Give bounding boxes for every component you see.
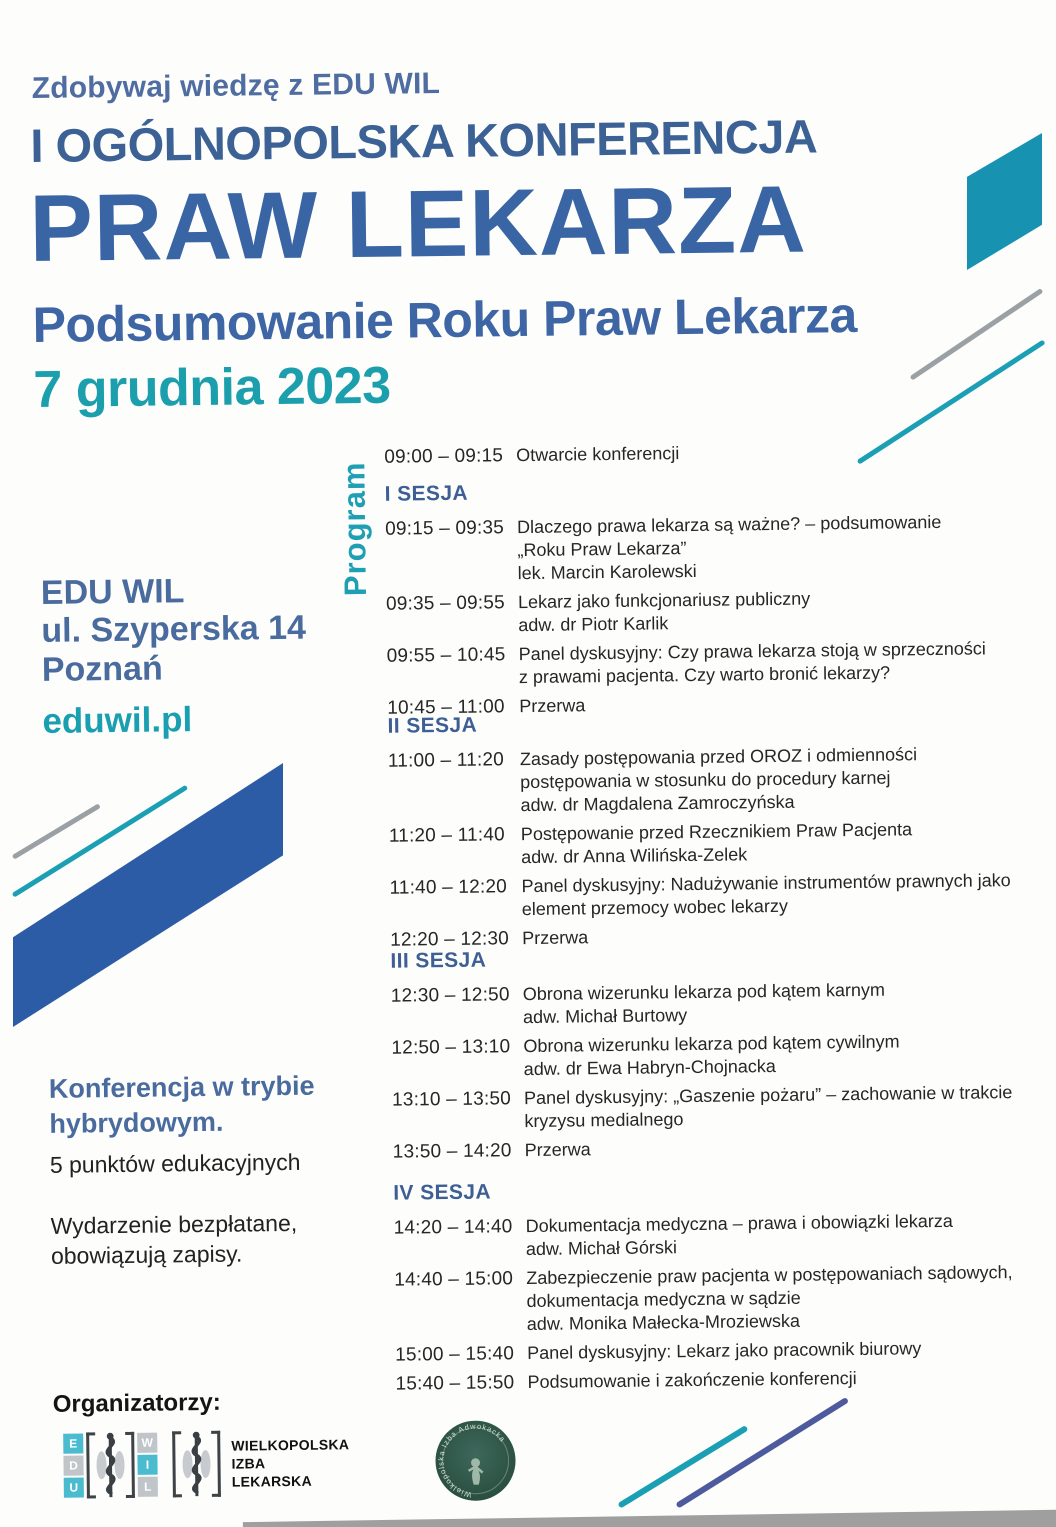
program-line: Lekarz jako funkcjonariusz publiczny bbox=[517, 588, 811, 613]
session-header: III SESJA bbox=[390, 948, 487, 973]
right-bracket-icon bbox=[211, 1431, 221, 1497]
eyebrow-text: Zdobywaj wiedzę z EDU WIL bbox=[31, 67, 441, 106]
program-line: Przerwa bbox=[522, 927, 589, 949]
program-row bbox=[384, 437, 1056, 468]
free-event-note bbox=[50, 1209, 297, 1272]
program-row bbox=[391, 1028, 1056, 1082]
wil-name-line2: IZBA bbox=[231, 1455, 266, 1472]
program-row bbox=[389, 816, 1056, 870]
program-line: Dokumentacja medyczna – prawa i obowiązki lekarza bbox=[525, 1210, 953, 1237]
program-desc bbox=[517, 509, 1056, 585]
serpent-staff-icon bbox=[95, 1430, 126, 1500]
venue-name: EDU WIL bbox=[40, 572, 185, 612]
program-time: 09:55 – 10:45 bbox=[386, 644, 506, 667]
edu-letter: D bbox=[63, 1455, 83, 1475]
program-time: 09:35 – 09:55 bbox=[385, 592, 505, 615]
program-speaker: adw. Monika Małecka-Mroziewska bbox=[526, 1310, 801, 1335]
organizer-logos bbox=[63, 1420, 516, 1506]
program-line: Panel dyskusyjny: Lekarz jako pracownik biurowy bbox=[527, 1338, 922, 1364]
program-desc bbox=[523, 1028, 1056, 1081]
program-line: element przemocy wobec lekarzy bbox=[521, 895, 788, 920]
program-row bbox=[394, 1260, 1056, 1337]
program-row bbox=[395, 1335, 1056, 1366]
subtitle: Podsumowanie Roku Praw Lekarza bbox=[32, 286, 858, 354]
program-line: Obrona wizerunku lekarza pod kątem cywilnym bbox=[523, 1031, 900, 1057]
program-row bbox=[393, 1132, 1056, 1163]
program-speaker: adw. Michał Burtowy bbox=[522, 1005, 688, 1028]
free-event-line2: obowiązują zapisy. bbox=[50, 1240, 243, 1269]
venue-address: ul. Szyperska 14 bbox=[41, 609, 307, 651]
program-line: postępowania w stosunku do procedury karnej bbox=[520, 767, 891, 793]
organizers-label: Organizatorzy: bbox=[52, 1388, 221, 1418]
edu-letter: U bbox=[64, 1477, 84, 1497]
program-time: 11:40 – 12:20 bbox=[389, 876, 508, 899]
program-time: 12:50 – 13:10 bbox=[391, 1036, 511, 1059]
program-time: 15:00 – 15:40 bbox=[395, 1343, 515, 1366]
title-line-1: I OGÓLNOPOLSKA KONFERENCJA bbox=[30, 109, 818, 173]
program-section-1 bbox=[385, 474, 1056, 725]
program-line: Przerwa bbox=[519, 695, 586, 717]
program-line: dokumentacja medyczna w sądzie bbox=[526, 1287, 801, 1312]
program-desc bbox=[523, 976, 1056, 1029]
program-line: Zabezpieczenie praw pacjenta w postępowaniach sądowych, bbox=[526, 1262, 1013, 1289]
program-row bbox=[391, 976, 1056, 1030]
program-desc bbox=[521, 868, 1056, 921]
program-time: 11:20 – 11:40 bbox=[388, 824, 505, 847]
program-desc bbox=[527, 1335, 1056, 1365]
program-desc bbox=[519, 636, 1056, 689]
wil-letters bbox=[137, 1433, 158, 1497]
program-time: 12:30 – 12:50 bbox=[390, 984, 510, 1007]
program-line: z prawami pacjenta. Czy warto bronić lekarzy? bbox=[518, 662, 891, 688]
wielkopolska-izba-lekarska-logo bbox=[169, 1427, 350, 1499]
program-speaker: adw. dr Piotr Karlik bbox=[518, 613, 669, 636]
program-row bbox=[392, 1080, 1056, 1134]
program-line: Przerwa bbox=[524, 1139, 591, 1161]
program-line: Zasady postępowania przed OROZ i odmienności bbox=[519, 744, 918, 770]
program-time: 13:10 – 13:50 bbox=[391, 1088, 512, 1111]
wielkopolska-izba-adwokacka-seal bbox=[435, 1420, 516, 1501]
edu-wil-logo bbox=[63, 1430, 158, 1501]
program-line: Dlaczego prawa lekarza są ważne? – podsumowanie bbox=[516, 511, 942, 538]
program-row bbox=[386, 584, 1056, 638]
program-row bbox=[394, 1208, 1056, 1262]
venue-city: Poznań bbox=[41, 649, 163, 689]
hybrid-note bbox=[49, 1069, 315, 1142]
program-section-3 bbox=[390, 941, 1056, 1169]
program-speaker: adw. dr Ewa Habryn-Chojnacka bbox=[523, 1055, 776, 1080]
program-desc bbox=[521, 816, 1056, 869]
right-bracket-icon bbox=[125, 1432, 135, 1498]
wil-name bbox=[231, 1435, 350, 1491]
serpent-staff-icon bbox=[181, 1429, 212, 1499]
program-time: 14:20 – 14:40 bbox=[393, 1216, 513, 1239]
program-line: kryzysu medialnego bbox=[524, 1109, 684, 1132]
program-time: 09:00 – 09:15 bbox=[384, 445, 504, 468]
event-date: 7 grudnia 2023 bbox=[33, 356, 391, 420]
program-line: Panel dyskusyjny: „Gaszenie pożaru” – zachowanie w trakcie bbox=[523, 1082, 1013, 1109]
program-desc bbox=[520, 741, 1056, 817]
program-time: 10:45 – 11:00 bbox=[387, 696, 505, 719]
seal-graphic bbox=[435, 1420, 516, 1501]
program-row bbox=[389, 868, 1056, 922]
program-time: 09:15 – 09:35 bbox=[384, 517, 505, 540]
program-time: 12:20 – 12:30 bbox=[390, 928, 510, 951]
program-time: 13:50 – 14:20 bbox=[392, 1140, 512, 1163]
hybrid-note-line1: Konferencja w trybie bbox=[48, 1070, 315, 1104]
title-line-2: PRAW LEKARZA bbox=[28, 166, 808, 283]
program-speaker: adw. Michał Górski bbox=[525, 1237, 678, 1260]
program-row bbox=[388, 741, 1056, 818]
program-desc bbox=[527, 1364, 1056, 1394]
program-line: Otwarcie konferencji bbox=[516, 443, 680, 466]
wil-letter: W bbox=[137, 1433, 157, 1453]
program-line: Podsumowanie i zakończenie konferencji bbox=[527, 1368, 857, 1393]
program-desc bbox=[516, 437, 1056, 467]
program-vertical-label: Program bbox=[336, 461, 373, 597]
wil-letter: L bbox=[138, 1477, 158, 1497]
program-line: Obrona wizerunku lekarza pod kątem karnym bbox=[522, 979, 886, 1005]
program-desc bbox=[526, 1260, 1056, 1336]
program-line: Panel dyskusyjny: Nadużywanie instrumentów prawnych jako bbox=[521, 870, 1011, 897]
program-row bbox=[395, 1364, 1056, 1395]
asclepius-staff-icon bbox=[172, 1429, 221, 1500]
program-speaker: adw. dr Magdalena Zamroczyńska bbox=[520, 791, 795, 816]
edu-letter: E bbox=[63, 1433, 83, 1453]
program-line: Postępowanie przed Rzecznikiem Praw Pacjenta bbox=[520, 819, 913, 845]
program-section-opening bbox=[384, 437, 1056, 474]
program-section-2 bbox=[387, 706, 1056, 957]
free-event-line1: Wydarzenie bezpłatane, bbox=[50, 1209, 298, 1239]
website-url: eduwil.pl bbox=[42, 700, 193, 741]
program-speaker: adw. dr Anna Wilińska-Zelek bbox=[521, 844, 748, 868]
session-header: I SESJA bbox=[384, 481, 469, 506]
svg-text:Wielkopolska Izba Adwokacka: Wielkopolska Izba Adwokacka bbox=[436, 1421, 508, 1500]
program-row bbox=[387, 636, 1056, 690]
program-time: 14:40 – 15:00 bbox=[394, 1268, 514, 1291]
session-header: IV SESJA bbox=[393, 1180, 492, 1205]
wil-name-line1: WIELKOPOLSKA bbox=[231, 1435, 350, 1454]
program-time: 15:40 – 15:50 bbox=[395, 1372, 515, 1395]
program-desc bbox=[525, 1132, 1056, 1162]
program-speaker: lek. Marcin Karolewski bbox=[517, 560, 697, 584]
edu-letters bbox=[63, 1433, 84, 1497]
asclepius-staff-icon bbox=[86, 1430, 135, 1501]
program-row bbox=[385, 509, 1056, 586]
program-time: 11:00 – 11:20 bbox=[387, 749, 505, 772]
program-line: Panel dyskusyjny: Czy prawa lekarza stoją w sprzeczności bbox=[518, 638, 986, 665]
education-points-note: 5 punktów edukacyjnych bbox=[49, 1148, 301, 1178]
wil-name-line3: LEKARSKA bbox=[231, 1472, 313, 1490]
program-desc bbox=[526, 1208, 1056, 1261]
hybrid-note-line2: hybrydowym. bbox=[49, 1106, 224, 1139]
program-line: „Roku Praw Lekarza” bbox=[517, 538, 687, 561]
program-desc bbox=[518, 584, 1056, 637]
program-section-4 bbox=[393, 1173, 1056, 1401]
wil-letter: I bbox=[137, 1455, 157, 1475]
program-desc bbox=[524, 1080, 1056, 1133]
venue-block bbox=[41, 571, 307, 689]
session-header: II SESJA bbox=[387, 713, 478, 738]
